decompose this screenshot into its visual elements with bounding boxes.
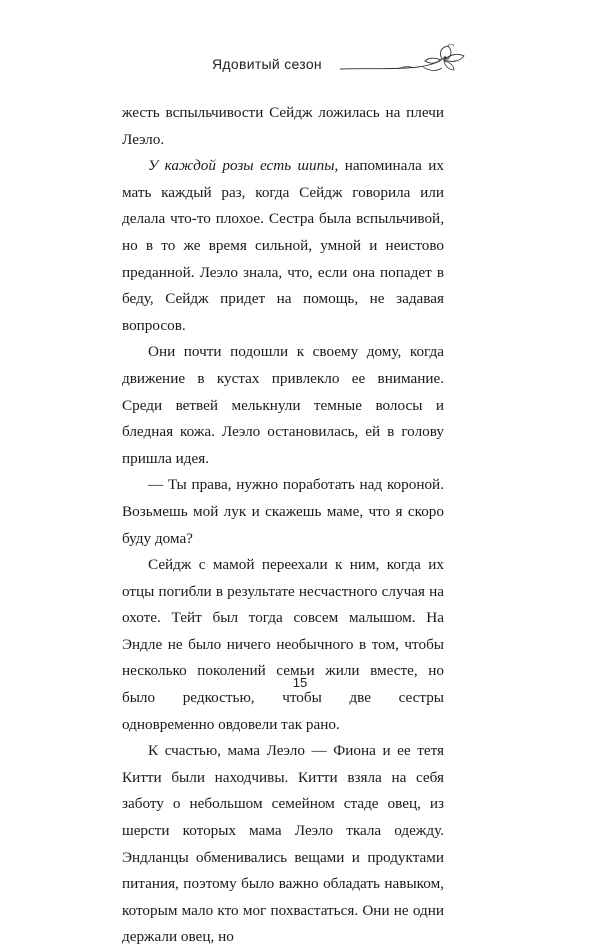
running-header	[0, 44, 600, 84]
paragraph-1: жесть вспыльчивости Сейдж ложилась на плечи Леэло.	[122, 104, 444, 148]
running-title: Ядовитый сезон	[212, 56, 322, 72]
paragraph-5: Сейдж с мамой переехали к ним, когда их отцы погибли в результате несчастного случая на охоте. Тейт был тогда совсем малышом. На Эндле не было ничего необычного в том, чтобы несколько поколений семьи жили вместе, но было редкостью, чтобы две сестры одновременно овдовели так рано.	[122, 556, 444, 733]
paragraph-6: К счастью, мама Леэло — Фиона и ее тетя Китти были находчивы. Китти взяла на себя заботу о небольшом семейном стаде овец, из шерсти которых мама Леэло ткала одежду. Эндланцы обменивались вещами и продуктами питания, поэтому было важно обладать навыком, которым мало кто мог похвастаться. Они не одни держали овец, но	[122, 742, 444, 946]
paragraph-4: — Ты права, нужно поработать над короной. Возьмешь мой лук и скажешь маме, что я скоро буду дома?	[122, 476, 444, 547]
flower-vine-icon	[338, 44, 478, 84]
paragraph-2	[122, 153, 444, 339]
paragraph-2-text: , напоминала их мать каждый раз, когда Сейдж говорила или делала что-то плохое. Сестра была вспыльчивой, но в то же время сильной, умной и неистово преданной. Леэло знала, что, если она попадет в беду, Сейдж придет на помощь, не задавая вопросов.	[122, 157, 444, 334]
page-number: 15	[292, 675, 308, 690]
paragraph-3: Они почти подошли к своему дому, когда движение в кустах привлекло ее внимание. Среди ветвей мелькнули темные волосы и бледная кожа. Леэло остановилась, ей в голову пришла идея.	[122, 343, 444, 467]
page-text	[122, 100, 444, 951]
italic-quote: У каждой розы есть шипы	[148, 157, 335, 175]
